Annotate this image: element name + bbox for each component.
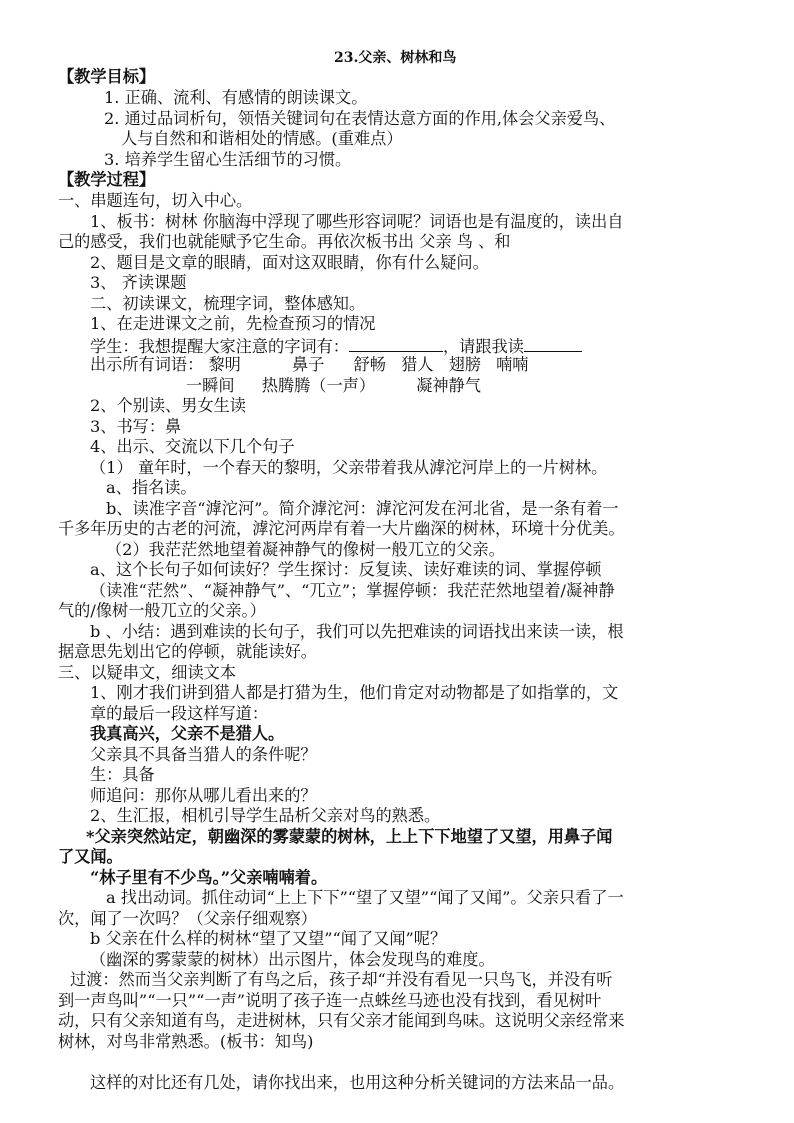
sentence-1: （1） 童年时，一个春天的黎明，父亲带着我从滹沱河岸上的一片树林。	[90, 458, 608, 477]
closing-line: 这样的对比还有几处，请你找出来，也用这种分析关键词的方法来品一品。	[90, 1073, 625, 1092]
words-row-1	[90, 355, 529, 375]
paragraph-line: 己的感受，我们也就能赋予它生命。再依次板书出 父亲 鸟 、和	[58, 232, 511, 251]
paragraph-line: 生：具备	[90, 765, 155, 784]
section-heading-2: 二、初读课文，梳理字词，整体感知。	[90, 294, 366, 313]
word-item: 鼻子	[292, 355, 325, 374]
paragraph-line: a、这个长句子如何读好？学生探讨：反复读、读好难读的词、掌握停顿	[90, 560, 602, 579]
word-item: 翅膀	[448, 355, 481, 374]
paragraph-line: 1、在走进课文之前，先检查预习的情况	[90, 314, 376, 333]
student-line-prefix: 学生：我想提醒大家注意的字词有：	[90, 337, 349, 356]
paragraph-line: 2、生汇报，相机引导学生品析父亲对鸟的熟悉。	[90, 806, 441, 825]
paragraph-line: 3、书写：鼻	[90, 417, 182, 436]
paragraph-line: b 父亲在什么样的树林“望了又望”“闻了又闻”呢？	[90, 929, 447, 948]
paragraph-line: 千多年历史的古老的河流，滹沱河两岸有着一大片幽深的树林，环境十分优美。	[58, 519, 625, 538]
objective-3: 3. 培养学生留心生活细节的习惯。	[104, 150, 352, 169]
paragraph-line: 1、板书：树林 你脑海中浮现了哪些形容词呢？词语也是有温度的，读出自	[90, 212, 624, 231]
paragraph-line: （幽深的雾蒙蒙的树林）出示图片，体会发现鸟的难度。	[90, 950, 495, 969]
paragraph-line: b 、小结：遇到难读的长句子，我们可以先把难读的词语找出来读一读，根	[90, 622, 624, 641]
objective-2: 2. 通过品词析句，领悟关键词句在表情达意方面的作用,体会父亲爱鸟、	[104, 109, 616, 128]
paragraph-line: a 找出动词。抓住动词“上上下下”“望了又望”“闻了又闻”。父亲只看了一	[106, 888, 624, 907]
words-label: 出示所有词语：	[90, 355, 204, 374]
word-item: 舒畅	[353, 355, 386, 374]
word-item: 热腾腾（一声）	[261, 376, 376, 395]
student-line	[90, 335, 582, 355]
paragraph-line: 树林，对鸟非常熟悉。(板书：知鸟)	[58, 1032, 314, 1051]
doc-title: 23.父亲、树林和鸟	[334, 50, 457, 66]
objective-2-cont: 人与自然和和谐相处的情感。(重难点）	[121, 129, 403, 148]
paragraph-line: 过渡：然而当父亲判断了有鸟之后，孩子却“并没有看见一只鸟飞，并没有听	[70, 970, 613, 989]
section-heading-3: 三、以疑串文，细读文本	[58, 663, 237, 682]
paragraph-line: 4、出示、交流以下几个句子	[90, 437, 295, 456]
word-item: 凝神静气	[416, 376, 481, 395]
word-item: 黎明	[208, 355, 241, 374]
words-row-2	[186, 376, 481, 396]
quote-many-birds: “林子里有不少鸟。”父亲喃喃着。	[90, 868, 328, 887]
paragraph-line: 章的最后一段这样写道：	[90, 704, 269, 723]
paragraph-line: 次，闻了一次吗？（父亲仔细观察）	[58, 909, 317, 928]
paragraph-line: 2、个别读、男女生读	[90, 396, 246, 415]
quote-father-stops-cont: 了又闻。	[58, 847, 123, 866]
word-item: 猎人	[401, 355, 434, 374]
paragraph-line: 动，只有父亲知道有鸟，走进树林，只有父亲才能闻到鸟味。这说明父亲经常来	[58, 1011, 625, 1030]
process-heading: 【教学过程】	[58, 170, 156, 189]
paragraph-line: a、指名读。	[106, 478, 197, 497]
sentence-2: （2）我茫茫然地望着凝神静气的像树一般兀立的父亲。	[106, 540, 505, 559]
fill-blank-1	[349, 335, 443, 352]
fill-blank-2	[524, 335, 582, 352]
word-item: 喃喃	[496, 355, 529, 374]
paragraph-line: 1、刚才我们讲到猎人都是打猎为生，他们肯定对动物都是了如指掌的，文	[90, 683, 619, 702]
section-heading-1: 一、串题连句，切入中心。	[58, 191, 253, 210]
objectives-heading: 【教学目标】	[58, 67, 156, 86]
paragraph-line: b、读准字音“滹沱河”。简介滹沱河：滹沱河发在河北省，是一条有着一	[106, 499, 619, 518]
paragraph-line: 据意思先划出它的停顿，就能读好。	[58, 642, 317, 661]
paragraph-line: 3、 齐读课题	[90, 273, 187, 292]
quote-not-hunter: 我真高兴，父亲不是猎人。	[90, 724, 285, 743]
paragraph-line: 师追问：那你从哪儿看出来的？	[90, 786, 317, 805]
quote-father-stops: *父亲突然站定，朝幽深的雾蒙蒙的树林，上上下下地望了又望，用鼻子闻	[86, 827, 613, 846]
objective-1: 1. 正确、流利、有感情的朗读课文。	[104, 88, 368, 107]
paragraph-line: 2、题目是文章的眼睛，面对这双眼睛，你有什么疑问。	[90, 253, 489, 272]
paragraph-line: 气的/像树一般兀立的父亲。）	[58, 601, 266, 620]
word-item: 一瞬间	[186, 376, 235, 395]
paragraph-line: 到一声鸟叫”“一只”“一声”说明了孩子连一点蛛丝马迹也没有找到，看见树叶	[58, 991, 602, 1010]
student-line-middle: ，请跟我读	[443, 337, 524, 356]
paragraph-line: （读准“茫然”、“凝神静气”、“兀立”；掌握停顿：我茫茫然地望着/凝神静	[90, 581, 615, 600]
paragraph-line: 父亲具不具备当猎人的条件呢？	[90, 745, 317, 764]
